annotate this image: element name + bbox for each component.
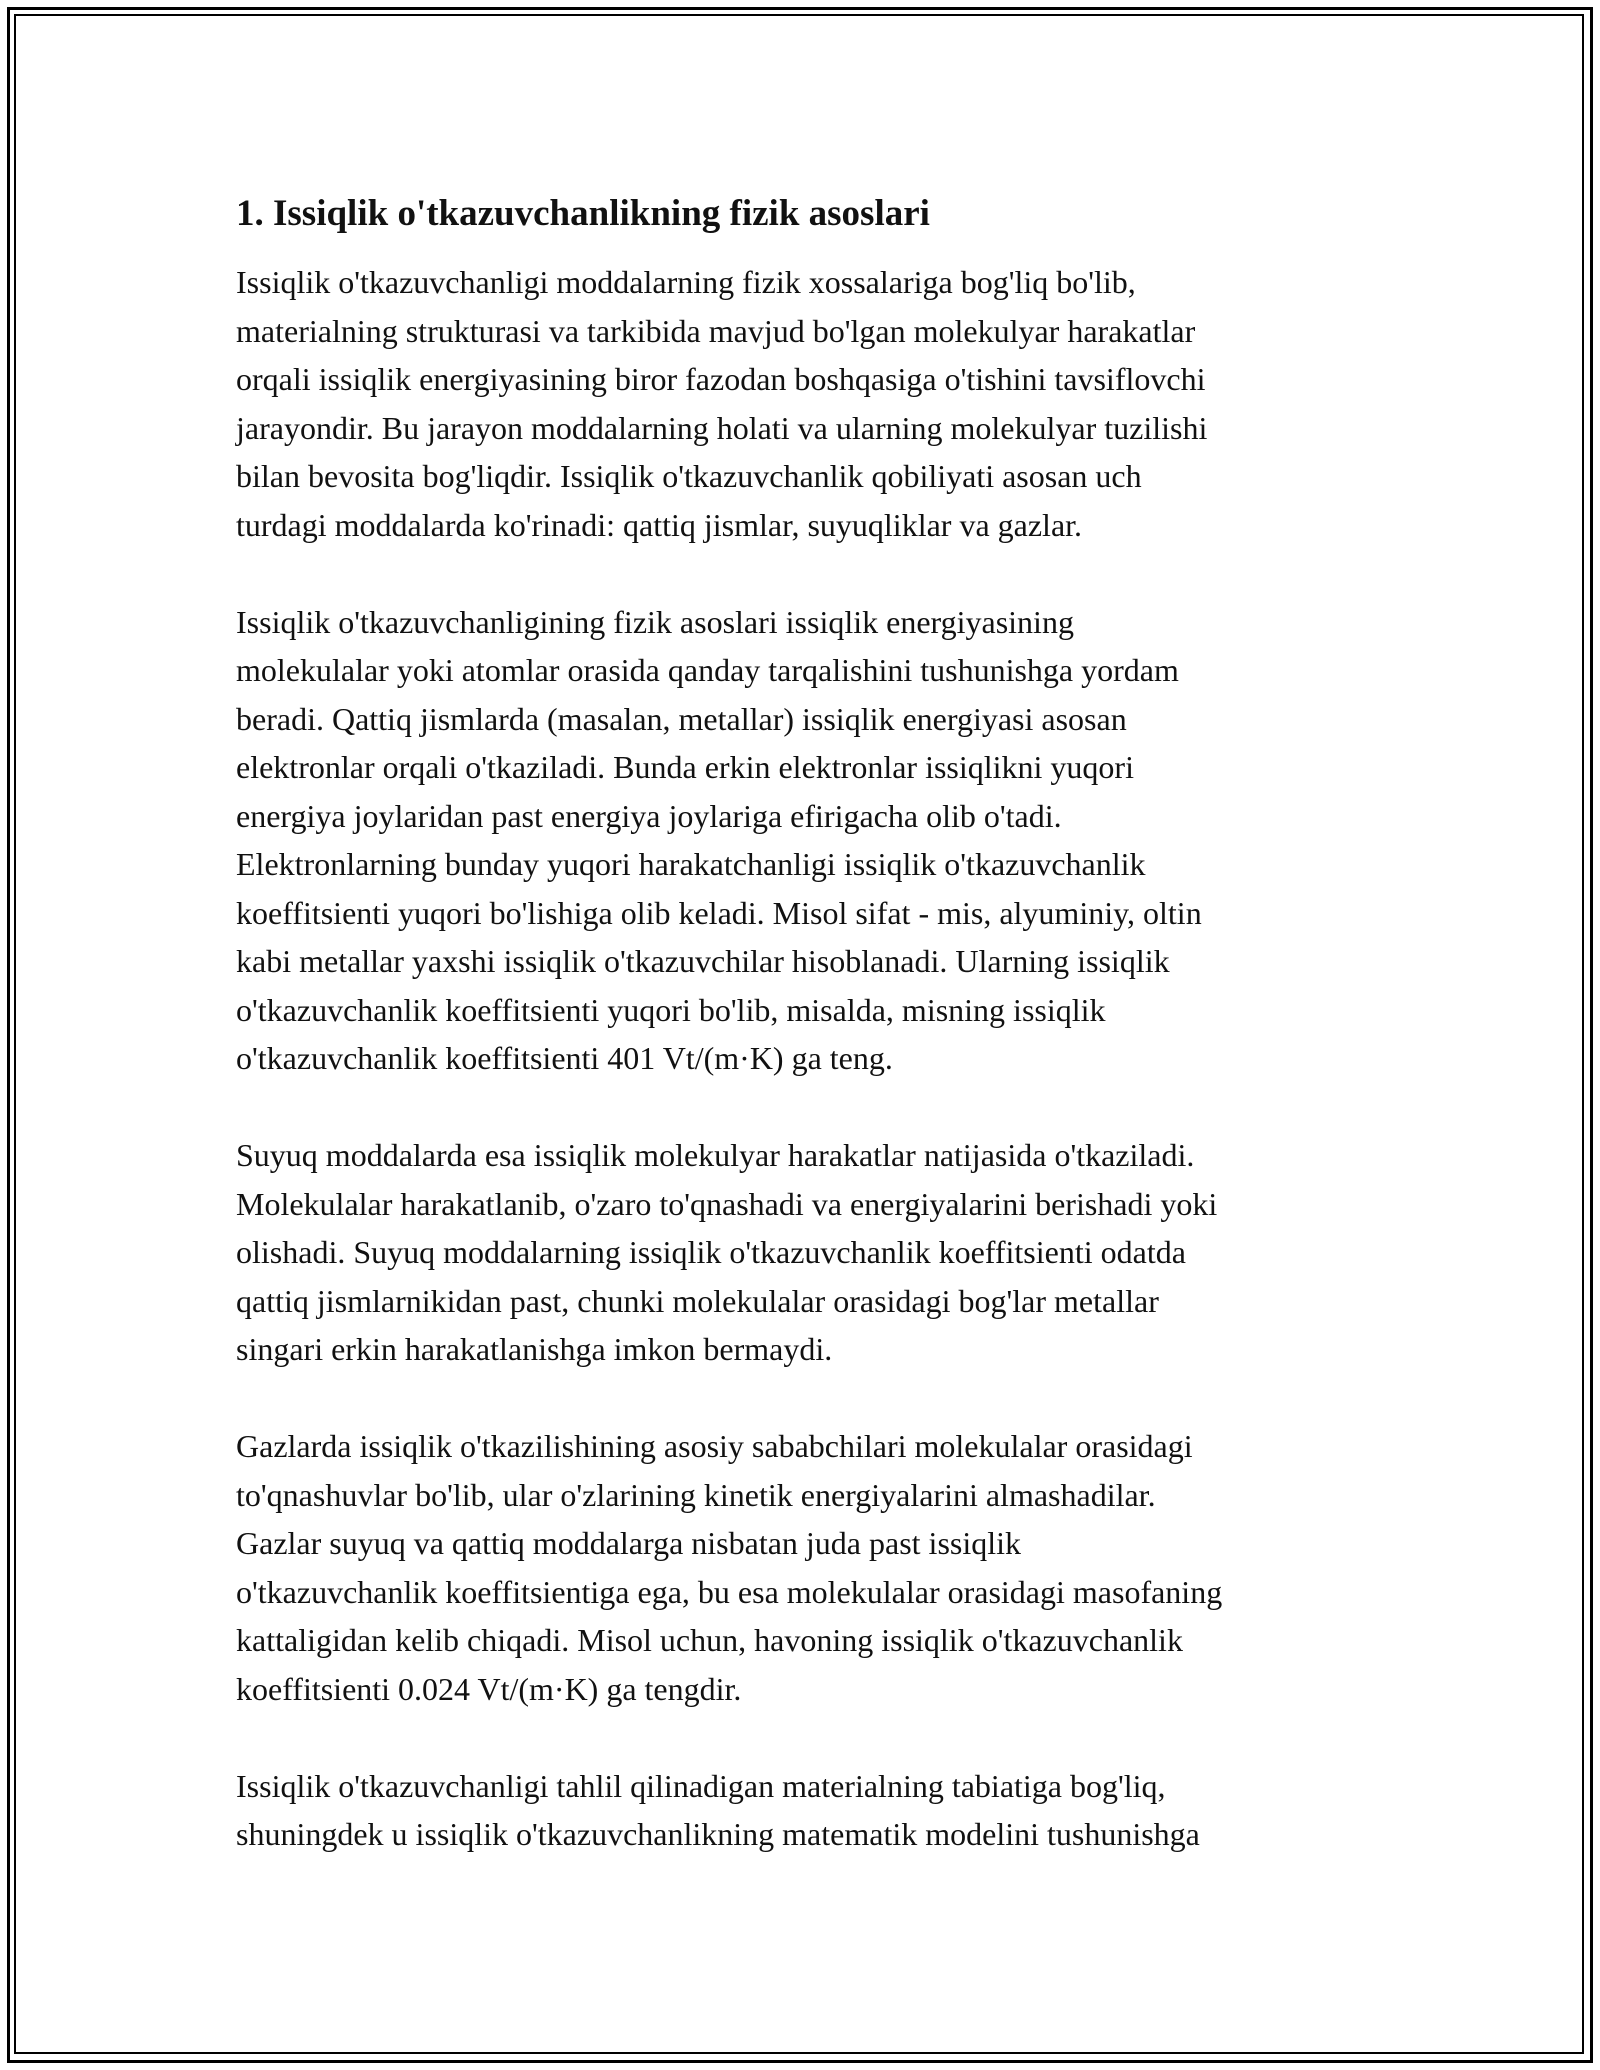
text-line: elektronlar orqali o'tkaziladi. Bunda erkin elektronlar issiqlikni yuqori [236, 749, 1134, 785]
text-line: Gazlarda issiqlik o'tkazilishining asosiy sababchilari molekulalar orasidagi [236, 1428, 1193, 1464]
text-line: o'tkazuvchanlik koeffitsientiga ega, bu esa molekulalar orasidagi masofaning [236, 1573, 1223, 1610]
text-line: orqali issiqlik energiyasining biror fazodan boshqasiga o'tishini tavsiflovchi [236, 361, 1206, 397]
text-line: turdagi moddalarda ko'rinadi: qattiq jismlar, suyuqliklar va gazlar. [236, 506, 1083, 543]
text-line: materialning strukturasi va tarkibida mavjud bo'lgan molekulyar harakatlar [236, 312, 1196, 349]
text-line: koeffitsienti 0.024 Vt/(m·K) ga tengdir. [236, 1670, 742, 1707]
text-line: Suyuq moddalarda esa issiqlik molekulyar harakatlar natijasida o'tkaziladi. [236, 1137, 1195, 1173]
text-line: jarayondir. Bu jarayon moddalarning holati va ularning molekulyar tuzilishi [236, 409, 1208, 446]
text-line: qattiq jismlarnikidan past, chunki molekulalar orasidagi bog'lar metallar [236, 1282, 1159, 1319]
text-line: beradi. Qattiq jismlarda (masalan, metallar) issiqlik energiyasi asosan [236, 700, 1127, 737]
text-line: bilan bevosita bog'liqdir. Issiqlik o'tkazuvchanlik qobiliyati asosan uch [236, 458, 1142, 494]
paragraph-summary [236, 1762, 1386, 1859]
text-line: Issiqlik o'tkazuvchanligi moddalarning fizik xossalariga bog'liq bo'lib, [236, 264, 1136, 300]
text-line: o'tkazuvchanlik koeffitsienti yuqori bo'lib, misalda, misning issiqlik [236, 991, 1106, 1028]
text-line: olishadi. Suyuq moddalarning issiqlik o'tkazuvchanlik koeffitsienti odatda [236, 1234, 1186, 1270]
paragraph-liquids [236, 1131, 1386, 1374]
text-line: kabi metallar yaxshi issiqlik o'tkazuvchilar hisoblanadi. Ularning issiqlik [236, 943, 1170, 979]
text-line: to'qnashuvlar bo'lib, ular o'zlarining kinetik energiyalarini almashadilar. [236, 1476, 1156, 1513]
text-line: Issiqlik o'tkazuvchanligining fizik asoslari issiqlik energiyasining [236, 603, 1074, 640]
text-line: Issiqlik o'tkazuvchanligi tahlil qilinadigan materialning tabiatiga bog'liq, [236, 1767, 1166, 1804]
text-line: koeffitsienti yuqori bo'lishiga olib keladi. Misol sifat - mis, alyuminiy, oltin [236, 894, 1202, 931]
text-line: kattaligidan kelib chiqadi. Misol uchun, havoning issiqlik o'tkazuvchanlik [236, 1622, 1183, 1658]
paragraph-intro [236, 258, 1386, 549]
text-line: molekulalar yoki atomlar orasida qanday tarqalishini tushunishga yordam [236, 652, 1179, 688]
paragraph-solids [236, 598, 1386, 1083]
text-line: energiya joylaridan past energiya joylariga efirigacha olib o'tadi. [236, 797, 1062, 834]
text-line: Gazlar suyuq va qattiq moddalarga nisbatan juda past issiqlik [236, 1525, 1022, 1561]
section-heading: 1. Issiqlik o'tkazuvchanlikning fizik asoslari [236, 193, 930, 234]
text-line: Elektronlarning bunday yuqori harakatchanligi issiqlik o'tkazuvchanlik [236, 846, 1146, 882]
text-line: shuningdek u issiqlik o'tkazuvchanlikning matematik modelini tushunishga [236, 1816, 1200, 1852]
text-line: singari erkin harakatlanishga imkon bermaydi. [236, 1331, 833, 1367]
paragraph-gases [236, 1422, 1386, 1713]
document-body [236, 190, 1386, 1907]
text-line: o'tkazuvchanlik koeffitsienti 401 Vt/(m·K) ga teng. [236, 1040, 893, 1076]
text-line: Molekulalar harakatlanib, o'zaro to'qnashadi va energiyalarini berishadi yoki [236, 1185, 1218, 1222]
